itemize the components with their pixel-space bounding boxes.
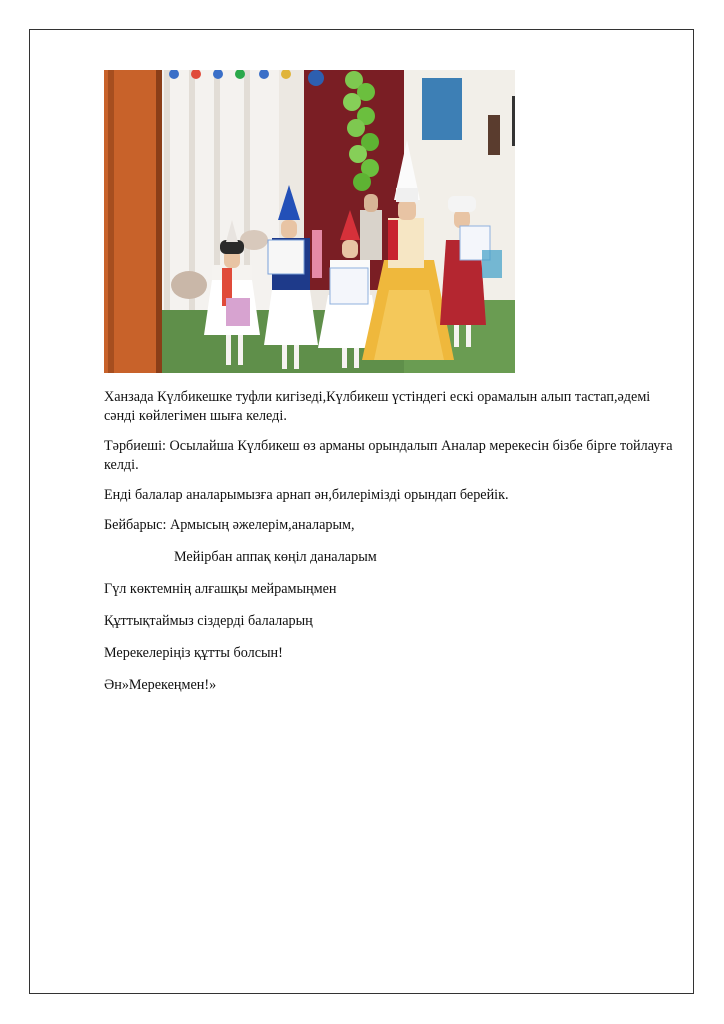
poem-line-2: Мейірбан аппақ көңіл даналарым [174,549,377,565]
poem-line-4: Құттықтаймыз сіздерді балаларың [104,613,313,629]
poem-line-1: Бейбарыс: Армысың әжелерім,аналарым, [104,517,355,533]
paragraph-3: Енді балалар аналарымызға арнап ән,билерімізді орындап берейік. [104,487,509,503]
poem-line-3: Гүл көктемнің алғашқы мейрамыңмен [104,581,337,597]
poem-line-5: Мерекелеріңіз құтты болсын! [104,645,283,661]
paragraph-1: Ханзада Күлбикешке туфли кигізеді,Күлбикеш үстіндегі ескі орамалын алып тастап,әдемі сәнді көйлегімен шыға келеді. [104,389,651,424]
document-page [29,29,694,994]
paragraph-2: Тәрбиеші: Осылайша Күлбикеш өз арманы орындалып Аналар мерекесін бізбе бірге тойлауға келді. [104,438,673,473]
document-text [104,388,674,708]
event-photo [104,70,515,373]
children-costume-photo [104,70,515,373]
song-title: Ән»Мерекеңмен!» [104,677,217,693]
